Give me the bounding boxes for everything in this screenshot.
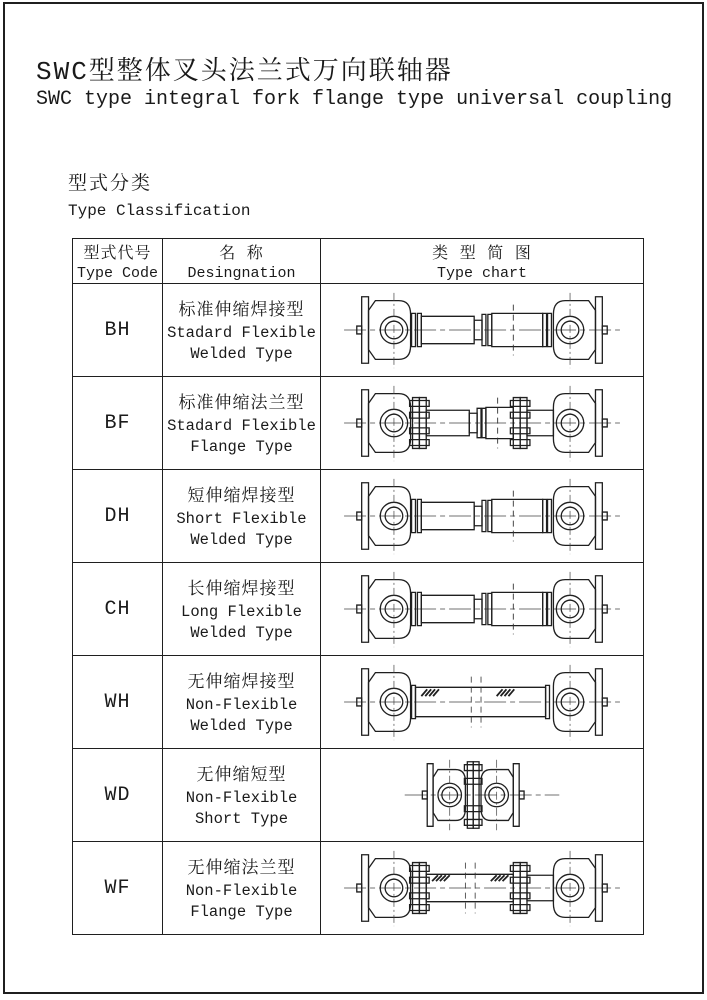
type-code-cell: BF — [73, 377, 163, 470]
designation-en-1: Non-Flexible — [185, 696, 298, 715]
designation-cell — [163, 377, 321, 470]
designation-cn: 标准伸缩焊接型 — [178, 302, 305, 322]
designation-en-1: Non-Flexible — [185, 882, 298, 901]
designation-cell — [163, 470, 321, 563]
table-header — [73, 239, 644, 284]
header-en: Desingnation — [187, 265, 296, 282]
header-cn: 名 称 — [219, 245, 264, 263]
table-row-bh — [73, 284, 644, 377]
table-body — [73, 284, 644, 935]
designation-cn: 无伸缩法兰型 — [187, 860, 296, 880]
table-row-wf — [73, 842, 644, 935]
type-code-cell: BH — [73, 284, 163, 377]
section-heading — [68, 168, 250, 220]
designation-en-1: Non-Flexible — [185, 789, 298, 808]
coupling-diagram-icon — [321, 378, 643, 468]
section-heading-en: Type Classification — [68, 202, 251, 220]
designation-en-2: Flange Type — [190, 903, 293, 921]
designation-en-2: Welded Type — [190, 717, 293, 735]
designation-en-2: Welded Type — [190, 624, 293, 642]
coupling-diagram-icon — [321, 285, 643, 375]
header-cn: 型式代号 — [83, 245, 152, 263]
type-chart-cell — [321, 749, 644, 842]
page-title-cn: SWC型整体叉头法兰式万向联轴器 — [36, 57, 453, 87]
type-code-cell: WF — [73, 842, 163, 935]
designation-en-1: Stadard Flexible — [167, 417, 316, 436]
designation-en-2: Flange Type — [190, 438, 293, 456]
type-classification-table — [72, 238, 644, 935]
page-title-en: SWC type integral fork flange type universal coupling — [36, 88, 673, 111]
table-row-wd — [73, 749, 644, 842]
coupling-diagram-icon — [321, 657, 643, 747]
section-heading-cn: 型式分类 — [68, 173, 153, 195]
coupling-diagram-icon — [321, 564, 643, 654]
designation-cell — [163, 842, 321, 935]
header-cell-0 — [73, 239, 163, 284]
designation-en-2: Welded Type — [190, 345, 293, 363]
designation-en-2: Short Type — [194, 810, 288, 828]
designation-cn: 长伸缩焊接型 — [187, 581, 296, 601]
type-chart-cell — [321, 656, 644, 749]
designation-cn: 标准伸缩法兰型 — [178, 395, 305, 415]
coupling-diagram-icon — [321, 471, 643, 561]
type-code-cell: DH — [73, 470, 163, 563]
header-cell-2 — [321, 239, 644, 284]
designation-cell — [163, 563, 321, 656]
designation-en-2: Welded Type — [190, 531, 293, 549]
header-cn: 类 型 简 图 — [432, 245, 532, 263]
type-code-cell: WD — [73, 749, 163, 842]
designation-cn: 无伸缩焊接型 — [187, 674, 296, 694]
designation-cn: 无伸缩短型 — [196, 767, 287, 787]
type-code-cell: CH — [73, 563, 163, 656]
type-chart-cell — [321, 563, 644, 656]
header-en: Type chart — [436, 265, 527, 282]
coupling-diagram-icon — [321, 750, 643, 840]
type-chart-cell — [321, 842, 644, 935]
header-row — [73, 239, 644, 284]
designation-en-1: Stadard Flexible — [167, 324, 316, 343]
header-en: Type Code — [76, 265, 158, 282]
type-chart-cell — [321, 377, 644, 470]
table-row-ch — [73, 563, 644, 656]
table-row-dh — [73, 470, 644, 563]
designation-en-1: Short Flexible — [176, 510, 307, 529]
designation-cell — [163, 284, 321, 377]
designation-cell — [163, 656, 321, 749]
type-code-cell: WH — [73, 656, 163, 749]
table-row-wh — [73, 656, 644, 749]
header-cell-1 — [163, 239, 321, 284]
designation-en-1: Long Flexible — [181, 603, 302, 622]
table-row-bf — [73, 377, 644, 470]
coupling-diagram-icon — [321, 843, 643, 933]
type-chart-cell — [321, 284, 644, 377]
type-chart-cell — [321, 470, 644, 563]
designation-cell — [163, 749, 321, 842]
designation-cn: 短伸缩焊接型 — [187, 488, 296, 508]
